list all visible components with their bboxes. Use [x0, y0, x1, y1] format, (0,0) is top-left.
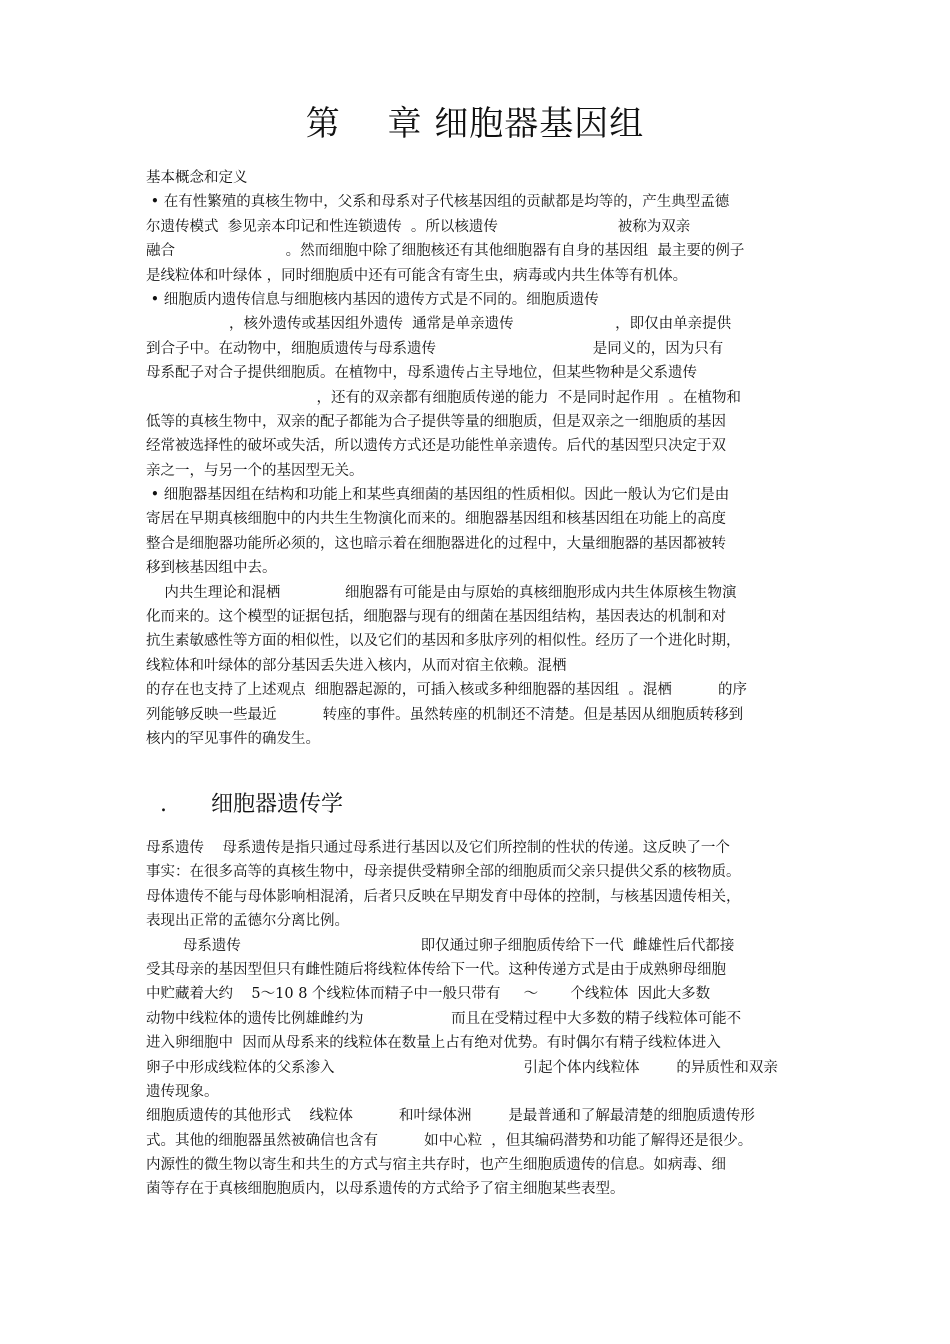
- text-line: 事实：在很多高等的真核生物中，母亲提供受精卵全部的细胞质而父亲只提供父系的核物质。: [146, 864, 741, 881]
- text-line: 亲之一，与另一个的基因型无关。: [146, 462, 364, 479]
- text-line: 是线粒体和叶绿体 ，同时细胞质中还有可能含有寄生虫，病毒或内共生体等有机体。: [146, 267, 688, 284]
- text-line: 化而来的。这个模型的证据包括，细胞器与现有的细菌在基因组结构，基因表达的机制和对: [146, 609, 726, 626]
- text-line: 卵子中形成线粒体的父系渗入 引起个体内线粒体 的异质性和双亲: [146, 1059, 778, 1076]
- text-line: 母系遗传 即仅通过卵子细胞质传给下一代 雌雄性后代都接: [146, 937, 735, 954]
- text-line: 表现出正常的孟德尔分离比例。: [146, 913, 349, 930]
- text-line: 母系遗传 母系遗传是指只通过母系进行基因以及它们所控制的性状的传递。这反映了一个: [146, 840, 730, 856]
- text-line: 到合子中。在动物中，细胞质遗传与母系遗传 是同义的，因为只有: [146, 340, 724, 357]
- text-line: 受其母亲的基因型但只有雌性随后将线粒体传给下一代。这种传递方式是由于成熟卵母细胞: [146, 961, 726, 978]
- text-line: ，核外遗传或基因组外遗传 通常是单亲遗传 ，即仅由单亲提供: [146, 316, 732, 333]
- text-line: 动物中线粒体的遗传比例雄雌约为 而且在受精过程中大多数的精子线粒体可能不: [146, 1010, 742, 1027]
- text-line: 抗生素敏感性等方面的相似性，以及它们的基因和多肽序列的相似性。经历了一个进化时期，: [146, 633, 741, 650]
- text-line: 尔遗传模式 参见亲本印记和性连锁遗传 。所以核遗传 被称为双亲: [146, 218, 691, 235]
- text-line: 母系配子对合子提供细胞质。在植物中，母系遗传占主导地位，但某些物种是父系遗传: [146, 365, 697, 382]
- text-block-inheritance: [146, 836, 810, 1202]
- text-line: 线粒体和叶绿体的部分基因丢失进入核内，从而对宿主依赖。混栖: [146, 657, 567, 674]
- text-line: 进入卵细胞中 因而从母系来的线粒体在数量上占有绝对优势。有时偶尔有精子线粒体进入: [146, 1035, 721, 1052]
- text-line: 内共生理论和混栖 细胞器有可能是由与原始的真核细胞形成内共生体原核生物演: [146, 584, 737, 601]
- text-line: 中贮藏着大约 5～10 8 个线粒体而精子中一般只带有 ～ 个线粒体 因此大多数: [146, 986, 711, 1003]
- text-line: 列能够反映一些最近 转座的事件。虽然转座的机制还不清楚。但是基因从细胞质转移到: [146, 706, 744, 723]
- text-line: 式。其他的细胞器虽然被确信也含有 如中心粒 ，但其编码潜势和功能了解得还是很少。: [146, 1132, 753, 1149]
- chapter-title: 第 章 细胞器基因组: [305, 104, 645, 144]
- text-line: 整合是细胞器功能所必须的，这也暗示着在细胞器进化的过程中，大量细胞器的基因都被转: [146, 535, 726, 552]
- text-line: 细胞质遗传的其他形式 线粒体 和叶绿体洲 是最普通和了解最清楚的细胞质遗传形: [146, 1108, 755, 1125]
- text-line: 寄居在早期真核细胞中的内共生生物演化而来的。细胞器基因组和核基因组在功能上的高度: [146, 511, 726, 528]
- section-heading: . 细胞器遗传学: [160, 792, 343, 817]
- text-line: 的存在也支持了上述观点 细胞器起源的，可插入核或多种细胞器的基因组 。混栖 的序: [146, 682, 748, 699]
- text-line: • 细胞质内遗传信息与细胞核内基因的遗传方式是不同的。细胞质遗传: [146, 291, 599, 308]
- text-line: ，还有的双亲都有细胞质传递的能力 不是同时起作用 。在植物和: [146, 389, 741, 406]
- text-line: 核内的罕见事件的确发生。: [146, 730, 320, 747]
- text-block-intro: [146, 166, 810, 751]
- text-line: 遗传现象。: [146, 1083, 219, 1100]
- text-line: 内源性的微生物以寄生和共生的方式与宿主共存时，也产生细胞质遗传的信息。如病毒、细: [146, 1157, 726, 1174]
- text-line: 移到核基因组中去。: [146, 560, 277, 577]
- text-line: 经常被选择性的破坏或失活，所以遗传方式还是功能性单亲遗传。后代的基因型只决定于双: [146, 438, 726, 455]
- text-line: 菌等存在于真核细胞胞质内，以母系遗传的方式给予了宿主细胞某些表型。: [146, 1181, 625, 1198]
- text-line: 低等的真核生物中，双亲的配子都能为合子提供等量的细胞质，但是双亲之一细胞质的基因: [146, 413, 726, 430]
- text-line: • 细胞器基因组在结构和功能上和某些真细菌的基因组的性质相似。因此一般认为它们是由: [146, 487, 730, 504]
- text-line: 母体遗传不能与母体影响相混淆，后者只反映在早期发育中母体的控制，与核基因遗传相关，: [146, 888, 741, 905]
- text-line: • 在有性繁殖的真核生物中，父系和母系对子代核基因组的贡献都是均等的，产生典型孟德: [146, 194, 730, 211]
- text-line: 基本概念和定义: [146, 170, 248, 186]
- text-line: 融合 。然而细胞中除了细胞核还有其他细胞器有自身的基因组 最主要的例子: [146, 243, 745, 260]
